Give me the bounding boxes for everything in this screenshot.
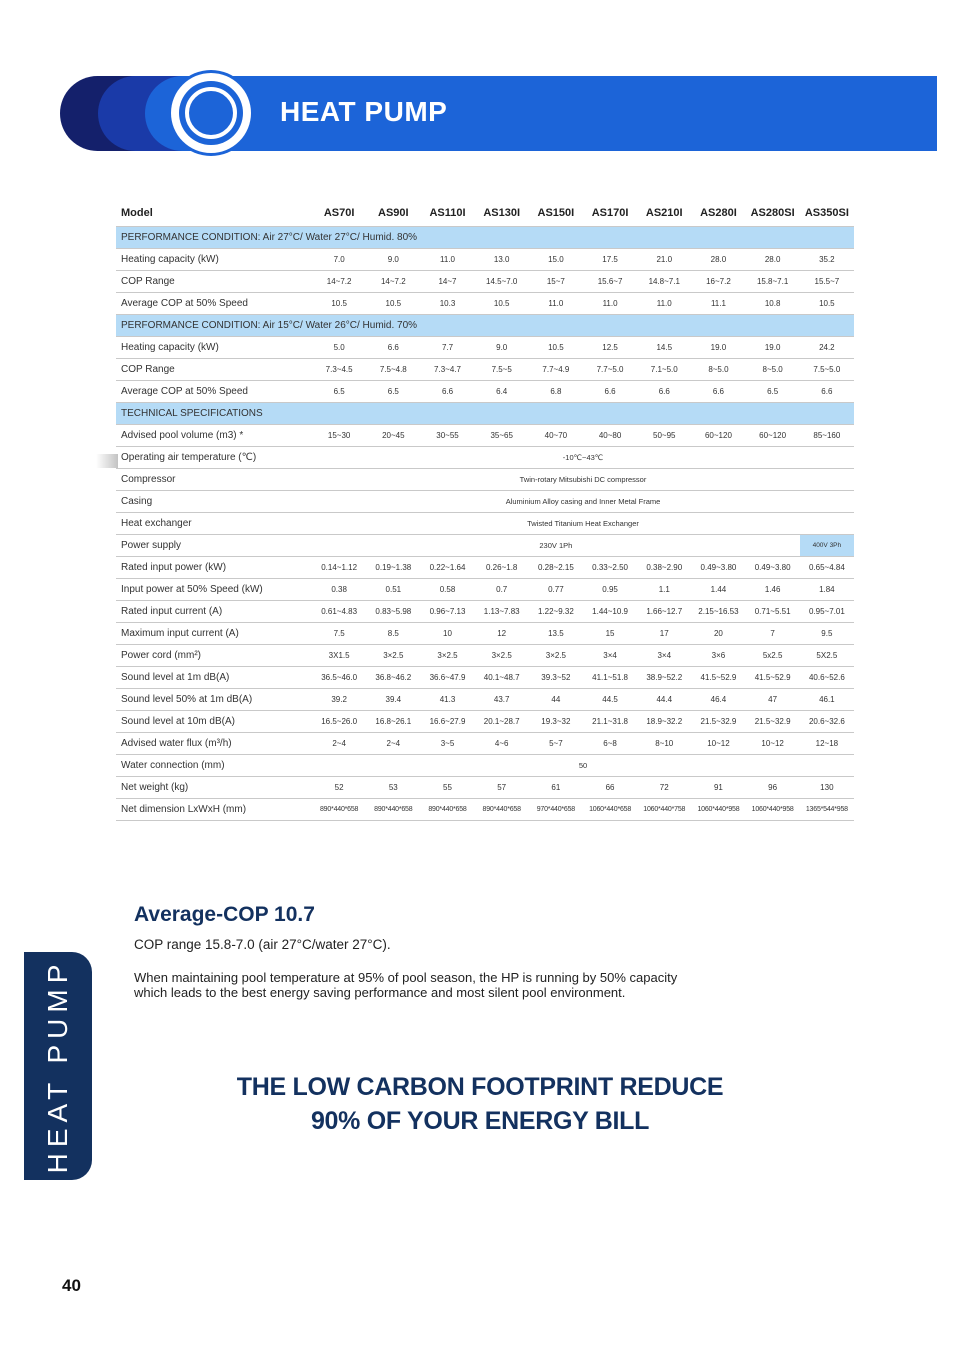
table-cell: 11.0	[420, 249, 474, 271]
table-cell: 20.6~32.6	[800, 711, 854, 733]
cop-range-text: COP range 15.8-7.0 (air 27°C/water 27°C).	[134, 937, 391, 952]
row-label: Advised pool volume (m3) *	[116, 425, 312, 447]
table-cell: 41.3	[420, 689, 474, 711]
table-cell: 60~120	[746, 425, 800, 447]
table-cell: 6.5	[746, 381, 800, 403]
table-cell: 13.5	[529, 623, 583, 645]
table-cell: 1060*440*758	[637, 799, 691, 821]
table-cell: 6~8	[583, 733, 637, 755]
slogan-line-1: THE LOW CARBON FOOTPRINT REDUCE	[236, 1073, 724, 1101]
table-cell: 9.5	[800, 623, 854, 645]
table-cell: 47	[746, 689, 800, 711]
table-cell: 0.26~1.8	[475, 557, 529, 579]
row-label: Maximum input current (A)	[116, 623, 312, 645]
table-row	[116, 513, 854, 535]
section-label: PERFORMANCE CONDITION: Air 15°C/ Water 26°C/ Humid. 70%	[116, 315, 854, 337]
table-cell: 41.5~52.9	[691, 667, 745, 689]
table-cell: 16~7.2	[691, 271, 745, 293]
table-cell: 0.95	[583, 579, 637, 601]
table-cell: 61	[529, 777, 583, 799]
table-cell: 15~30	[312, 425, 366, 447]
table-row	[116, 381, 854, 403]
table-cell: 1365*544*958	[800, 799, 854, 821]
table-cell: 3~5	[420, 733, 474, 755]
table-cell: 6.6	[420, 381, 474, 403]
slogan	[180, 1070, 780, 1138]
table-cell: 0.28~2.15	[529, 557, 583, 579]
table-cell-merged: Twin-rotary Mitsubishi DC compressor	[312, 469, 854, 491]
table-cell: 43.7	[475, 689, 529, 711]
table-cell: 21.5~32.9	[746, 711, 800, 733]
table-cell: 6.6	[637, 381, 691, 403]
table-cell: 14~7.2	[312, 271, 366, 293]
table-cell: 1.46	[746, 579, 800, 601]
table-cell: 15.0	[529, 249, 583, 271]
table-cell: 2~4	[366, 733, 420, 755]
table-cell: 35~65	[475, 425, 529, 447]
table-row	[116, 271, 854, 293]
row-label: COP Range	[116, 359, 312, 381]
row-label: Advised water flux (m³/h)	[116, 733, 312, 755]
table-cell: 3×4	[583, 645, 637, 667]
row-label: Heating capacity (kW)	[116, 249, 312, 271]
table-cell: 1.1	[637, 579, 691, 601]
scan-artifact	[96, 454, 118, 468]
table-cell: 11.0	[583, 293, 637, 315]
column-header-model-9: AS280SI	[746, 200, 800, 227]
table-cell: 50~95	[637, 425, 691, 447]
table-cell: 6.5	[366, 381, 420, 403]
table-cell: 36.6~47.9	[420, 667, 474, 689]
table-cell: 1.13~7.83	[475, 601, 529, 623]
table-row	[116, 293, 854, 315]
table-cell: 53	[366, 777, 420, 799]
table-cell: 36.8~46.2	[366, 667, 420, 689]
table-cell: 17.5	[583, 249, 637, 271]
table-cell: 7	[746, 623, 800, 645]
table-cell: 9.0	[475, 337, 529, 359]
table-cell: 20~45	[366, 425, 420, 447]
table-row	[116, 733, 854, 755]
table-cell: 0.49~3.80	[746, 557, 800, 579]
table-cell: 44	[529, 689, 583, 711]
banner-stripe-main	[145, 76, 937, 151]
circle-logo-icon	[171, 73, 251, 153]
table-row	[116, 491, 854, 513]
table-cell: 36.5~46.0	[312, 667, 366, 689]
row-label: Average COP at 50% Speed	[116, 381, 312, 403]
table-cell: 14.5~7.0	[475, 271, 529, 293]
table-cell: 8~5.0	[746, 359, 800, 381]
table-cell: 6.6	[583, 381, 637, 403]
column-header-model-4: AS130I	[475, 200, 529, 227]
table-cell: 0.95~7.01	[800, 601, 854, 623]
table-cell: 14.8~7.1	[637, 271, 691, 293]
table-cell: 13.0	[475, 249, 529, 271]
table-cell: 91	[691, 777, 745, 799]
table-cell: 1.84	[800, 579, 854, 601]
table-cell: 0.38	[312, 579, 366, 601]
row-label: Water connection (mm)	[116, 755, 312, 777]
column-header-model-5: AS150I	[529, 200, 583, 227]
table-cell: 16.6~27.9	[420, 711, 474, 733]
table-cell: 46.4	[691, 689, 745, 711]
column-header-model-7: AS210I	[637, 200, 691, 227]
table-cell: 3×2.5	[420, 645, 474, 667]
table-cell: 39.3~52	[529, 667, 583, 689]
table-cell: 19.0	[691, 337, 745, 359]
table-cell: 0.65~4.84	[800, 557, 854, 579]
table-cell: 0.58	[420, 579, 474, 601]
side-tab-label: HEAT PUMP	[42, 958, 73, 1174]
table-row	[116, 447, 854, 469]
table-cell: 1.44	[691, 579, 745, 601]
table-cell: 38.9~52.2	[637, 667, 691, 689]
table-cell: 11.1	[691, 293, 745, 315]
column-header-model-1: AS70I	[312, 200, 366, 227]
row-label: Net weight (kg)	[116, 777, 312, 799]
table-cell: 1.44~10.9	[583, 601, 637, 623]
table-row	[116, 645, 854, 667]
table-cell: 7.0	[312, 249, 366, 271]
table-cell: 21.0	[637, 249, 691, 271]
table-cell: 6.6	[366, 337, 420, 359]
table-body	[116, 227, 854, 821]
table-cell: 35.2	[800, 249, 854, 271]
table-cell: 7.5	[312, 623, 366, 645]
table-cell: 0.22~1.64	[420, 557, 474, 579]
table-row	[116, 799, 854, 821]
table-cell: 44.5	[583, 689, 637, 711]
table-cell: 5.0	[312, 337, 366, 359]
table-cell: 7.3~4.5	[312, 359, 366, 381]
side-tab	[24, 952, 92, 1180]
table-cell: 6.6	[691, 381, 745, 403]
table-cell: 17	[637, 623, 691, 645]
table-cell: 41.1~51.8	[583, 667, 637, 689]
table-cell: 9.0	[366, 249, 420, 271]
row-label: Power supply	[116, 535, 312, 557]
table-cell: 2.15~16.53	[691, 601, 745, 623]
table-cell: 3×4	[637, 645, 691, 667]
page-title: HEAT PUMP	[280, 96, 448, 127]
table-cell: 12.5	[583, 337, 637, 359]
column-header-model-3: AS110I	[420, 200, 474, 227]
table-cell: 10.5	[312, 293, 366, 315]
description-line-1: When maintaining pool temperature at 95% of pool season, the HP is running by 50% capacity	[134, 970, 678, 985]
row-label: Sound level 50% at 1m dB(A)	[116, 689, 312, 711]
table-cell: 85~160	[800, 425, 854, 447]
table-cell: 10.5	[366, 293, 420, 315]
table-cell: 10.5	[800, 293, 854, 315]
table-cell: 10.5	[475, 293, 529, 315]
table-cell: 28.0	[746, 249, 800, 271]
table-cell: 21.5~32.9	[691, 711, 745, 733]
row-label: Heat exchanger	[116, 513, 312, 535]
slogan-line-2: 90% OF YOUR ENERGY BILL	[310, 1107, 650, 1135]
table-cell: 0.7	[475, 579, 529, 601]
table-cell: 130	[800, 777, 854, 799]
section-header-row	[116, 315, 854, 337]
average-cop-description	[134, 970, 734, 1000]
section-label: TECHNICAL SPECIFICATIONS	[116, 403, 854, 425]
table-cell: 55	[420, 777, 474, 799]
table-cell: 0.49~3.80	[691, 557, 745, 579]
table-cell: 0.33~2.50	[583, 557, 637, 579]
table-row	[116, 689, 854, 711]
table-cell: 890*440*658	[366, 799, 420, 821]
table-cell: 0.77	[529, 579, 583, 601]
table-cell: 0.38~2.90	[637, 557, 691, 579]
table-cell: 39.4	[366, 689, 420, 711]
table-cell: 1.66~12.7	[637, 601, 691, 623]
table-cell: 7.5~5.0	[800, 359, 854, 381]
table-cell: 5X2.5	[800, 645, 854, 667]
table-cell: 5~7	[529, 733, 583, 755]
table-cell: 57	[475, 777, 529, 799]
table-row	[116, 425, 854, 447]
table-cell: 20.1~28.7	[475, 711, 529, 733]
table-cell: 10~12	[746, 733, 800, 755]
table-cell: 16.5~26.0	[312, 711, 366, 733]
table-cell-merged: 50	[312, 755, 854, 777]
table-cell: 3×2.5	[529, 645, 583, 667]
table-cell: 40~70	[529, 425, 583, 447]
table-cell: 1060*440*958	[691, 799, 745, 821]
table-cell-merged: -10℃~43℃	[312, 447, 854, 469]
table-cell: 0.51	[366, 579, 420, 601]
table-cell: 39.2	[312, 689, 366, 711]
table-cell: 6.6	[800, 381, 854, 403]
row-label: Power cord (mm²)	[116, 645, 312, 667]
table-row	[116, 623, 854, 645]
spec-table	[116, 200, 854, 821]
table-cell: 28.0	[691, 249, 745, 271]
table-cell: 970*440*658	[529, 799, 583, 821]
table-cell: 21.1~31.8	[583, 711, 637, 733]
table-cell: 24.2	[800, 337, 854, 359]
table-cell: 11.0	[637, 293, 691, 315]
row-label: Compressor	[116, 469, 312, 491]
table-row	[116, 557, 854, 579]
average-cop-title: Average-COP 10.7	[134, 903, 315, 926]
row-label: Casing	[116, 491, 312, 513]
table-cell: 890*440*658	[420, 799, 474, 821]
table-cell: 10.8	[746, 293, 800, 315]
table-cell: 8~10	[637, 733, 691, 755]
table-cell: 3×2.5	[475, 645, 529, 667]
column-header-model-8: AS280I	[691, 200, 745, 227]
table-cell: 0.96~7.13	[420, 601, 474, 623]
table-cell: 7.3~4.7	[420, 359, 474, 381]
table-cell-merged: 230V 1Ph	[312, 535, 800, 557]
table-cell: 41.5~52.9	[746, 667, 800, 689]
table-cell: 18.9~32.2	[637, 711, 691, 733]
table-cell: 890*440*658	[312, 799, 366, 821]
table-cell: 1060*440*658	[583, 799, 637, 821]
table-cell: 7.5~4.8	[366, 359, 420, 381]
table-cell: 52	[312, 777, 366, 799]
table-cell: 10.5	[529, 337, 583, 359]
table-row	[116, 469, 854, 491]
table-row	[116, 711, 854, 733]
table-cell: 11.0	[529, 293, 583, 315]
column-header-model: Model	[116, 200, 312, 227]
section-header-row	[116, 403, 854, 425]
table-cell: 7.1~5.0	[637, 359, 691, 381]
table-cell: 14.5	[637, 337, 691, 359]
row-label: Heating capacity (kW)	[116, 337, 312, 359]
row-label: Sound level at 1m dB(A)	[116, 667, 312, 689]
table-row	[116, 337, 854, 359]
table-cell: 2~4	[312, 733, 366, 755]
table-row	[116, 601, 854, 623]
row-label: Sound level at 10m dB(A)	[116, 711, 312, 733]
table-cell: 8.5	[366, 623, 420, 645]
table-cell: 15.5~7	[800, 271, 854, 293]
table-cell: 7.7~4.9	[529, 359, 583, 381]
table-cell: 14~7.2	[366, 271, 420, 293]
table-cell: 60~120	[691, 425, 745, 447]
table-cell: 4~6	[475, 733, 529, 755]
column-header-model-10: AS350SI	[800, 200, 854, 227]
table-cell: 46.1	[800, 689, 854, 711]
table-row	[116, 667, 854, 689]
row-label: Rated input power (kW)	[116, 557, 312, 579]
table-cell: 5x2.5	[746, 645, 800, 667]
table-cell: 14~7	[420, 271, 474, 293]
table-cell: 0.19~1.38	[366, 557, 420, 579]
table-cell: 7.7~5.0	[583, 359, 637, 381]
table-cell-merged: Twisted Titanium Heat Exchanger	[312, 513, 854, 535]
table-cell: 10	[420, 623, 474, 645]
table-cell: 72	[637, 777, 691, 799]
table-cell: 6.5	[312, 381, 366, 403]
table-cell: 8~5.0	[691, 359, 745, 381]
table-row	[116, 535, 854, 557]
table-cell: 10.3	[420, 293, 474, 315]
header-banner	[60, 76, 937, 151]
table-cell: 44.4	[637, 689, 691, 711]
table-cell: 40.1~48.7	[475, 667, 529, 689]
table-cell: 12	[475, 623, 529, 645]
table-row	[116, 249, 854, 271]
section-label: PERFORMANCE CONDITION: Air 27°C/ Water 27°C/ Humid. 80%	[116, 227, 854, 249]
table-cell: 15	[583, 623, 637, 645]
table-cell: 0.83~5.98	[366, 601, 420, 623]
table-cell: 3×6	[691, 645, 745, 667]
table-cell: 1.22~9.32	[529, 601, 583, 623]
row-label: Net dimension LxWxH (mm)	[116, 799, 312, 821]
table-row	[116, 755, 854, 777]
table-cell: 40.6~52.6	[800, 667, 854, 689]
table-cell: 3X1.5	[312, 645, 366, 667]
table-cell: 7.5~5	[475, 359, 529, 381]
table-cell: 96	[746, 777, 800, 799]
section-header-row	[116, 227, 854, 249]
table-cell: 15.8~7.1	[746, 271, 800, 293]
page-number: 40	[62, 1276, 81, 1295]
table-cell: 6.4	[475, 381, 529, 403]
table-cell: 19.3~32	[529, 711, 583, 733]
column-header-model-2: AS90I	[366, 200, 420, 227]
column-header-model-6: AS170I	[583, 200, 637, 227]
table-cell-merged: Aluminium Alloy casing and Inner Metal Frame	[312, 491, 854, 513]
row-label: Rated input current (A)	[116, 601, 312, 623]
table-cell: 0.71~5.51	[746, 601, 800, 623]
row-label: Input power at 50% Speed (kW)	[116, 579, 312, 601]
table-cell: 3×2.5	[366, 645, 420, 667]
table-cell: 10~12	[691, 733, 745, 755]
table-cell: 0.14~1.12	[312, 557, 366, 579]
table-cell: 6.8	[529, 381, 583, 403]
table-row	[116, 579, 854, 601]
table-cell-highlighted: 400V 3Ph	[800, 535, 854, 557]
table-cell: 0.61~4.83	[312, 601, 366, 623]
table-header-row	[116, 200, 854, 227]
description-line-2: which leads to the best energy saving performance and most silent pool environment.	[134, 985, 626, 1000]
table-cell: 16.8~26.1	[366, 711, 420, 733]
row-label: Operating air temperature (℃)	[116, 447, 312, 469]
table-cell: 66	[583, 777, 637, 799]
table-cell: 12~18	[800, 733, 854, 755]
row-label: COP Range	[116, 271, 312, 293]
table-cell: 19.0	[746, 337, 800, 359]
table-cell: 30~55	[420, 425, 474, 447]
row-label: Average COP at 50% Speed	[116, 293, 312, 315]
table-row	[116, 777, 854, 799]
table-row	[116, 359, 854, 381]
table-cell: 15.6~7	[583, 271, 637, 293]
table-cell: 20	[691, 623, 745, 645]
table-cell: 890*440*658	[475, 799, 529, 821]
table-cell: 15~7	[529, 271, 583, 293]
table-cell: 40~80	[583, 425, 637, 447]
table-cell: 1060*440*958	[746, 799, 800, 821]
table-cell: 7.7	[420, 337, 474, 359]
